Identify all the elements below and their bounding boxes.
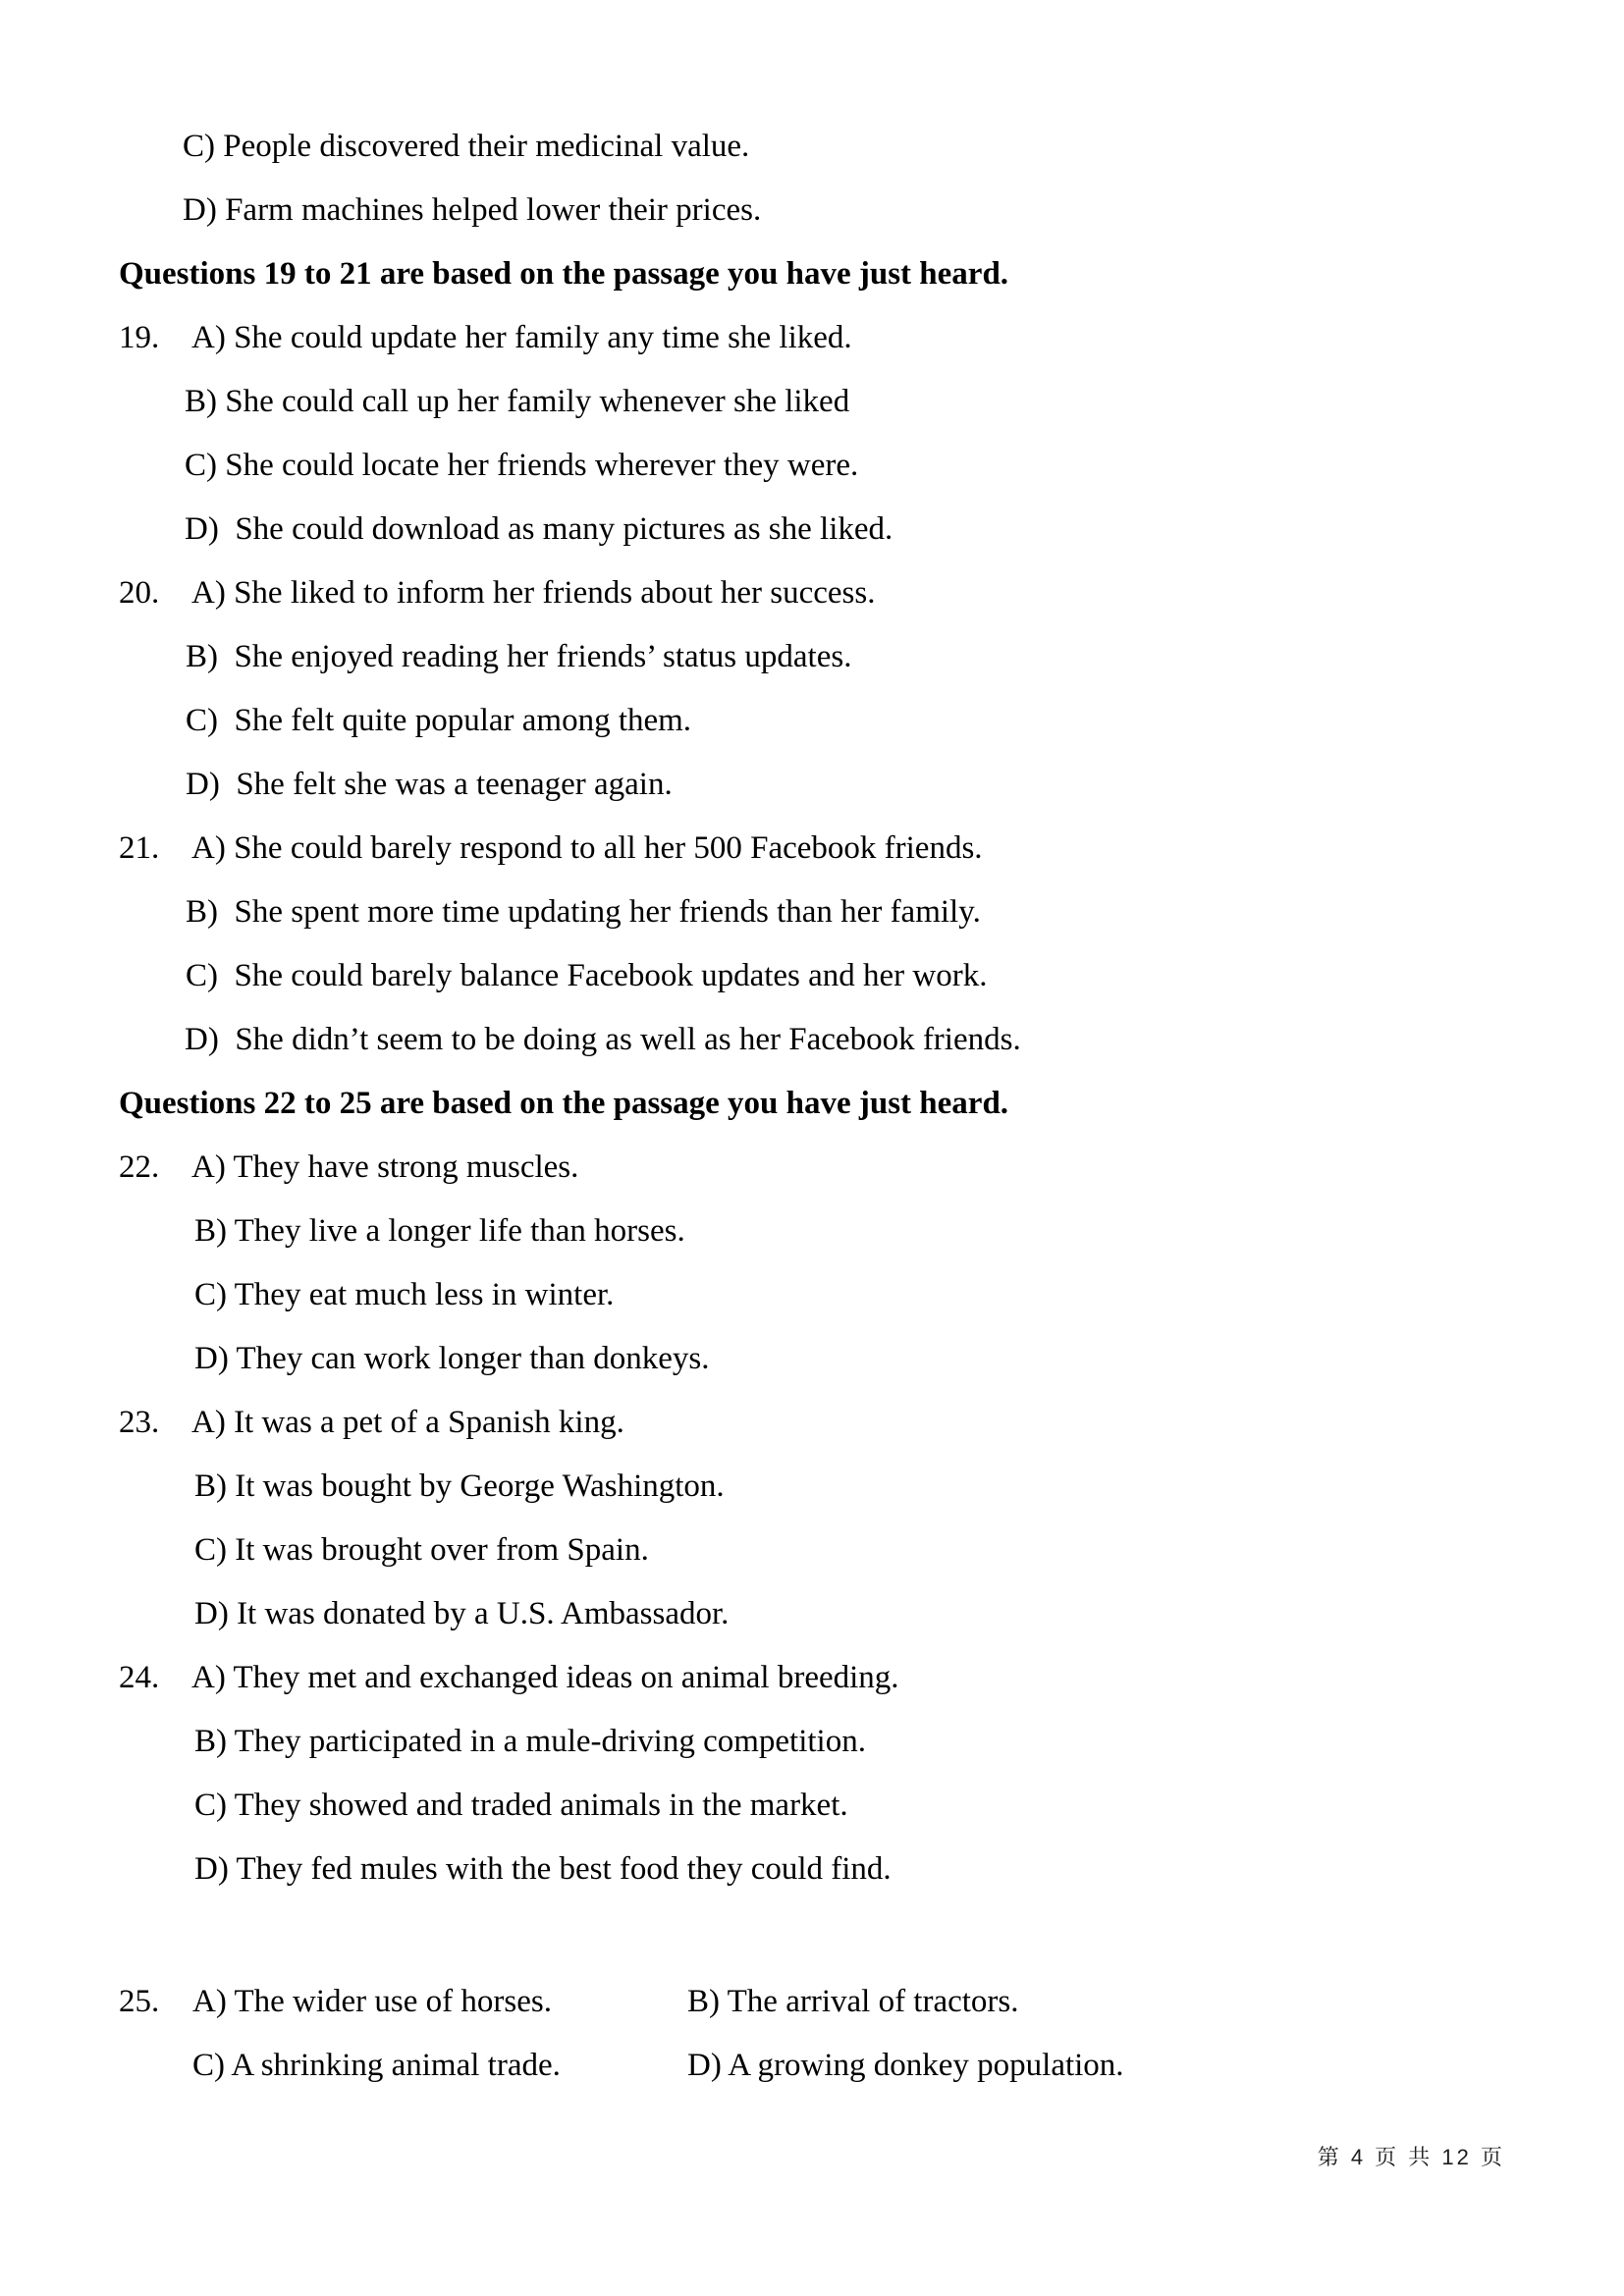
question-22-option-b xyxy=(0,1214,1624,1278)
option-b-text: B) They live a longer life than horses. xyxy=(194,1213,685,1249)
option-b-text: B) It was bought by George Washington. xyxy=(194,1468,725,1504)
heading-questions-22-25 xyxy=(0,1087,1624,1150)
option-d-text: D) Farm machines helped lower their prices. xyxy=(183,192,762,228)
question-21-option-a: A) She could barely respond to all her 500 Facebook friends. xyxy=(191,830,983,866)
question-25-option-d: D) A growing donkey population. xyxy=(687,2048,1124,2083)
question-21-line-a xyxy=(0,831,1624,895)
question-25-option-a: A) The wider use of horses. xyxy=(192,1984,552,2019)
question-20-option-c xyxy=(0,704,1624,768)
option-b-text: B) She could call up her family whenever she liked xyxy=(185,384,850,419)
question-24-option-a: A) They met and exchanged ideas on animal breeding. xyxy=(191,1660,899,1695)
heading-questions-19-21 xyxy=(0,257,1624,321)
question-23-line-a xyxy=(0,1406,1624,1469)
question-25-option-c: C) A shrinking animal trade. xyxy=(192,2048,561,2083)
question-21-option-b xyxy=(0,895,1624,959)
question-22-option-c xyxy=(0,1278,1624,1342)
question-20-number: 20. xyxy=(119,575,160,611)
question-20-option-b xyxy=(0,640,1624,704)
question-19-option-b xyxy=(0,385,1624,449)
option-b-text: B) They participated in a mule-driving competition. xyxy=(194,1724,866,1759)
option-c-text: C) She could locate her friends wherever they were. xyxy=(185,448,859,483)
heading-text: Questions 19 to 21 are based on the passage you have just heard. xyxy=(119,256,1009,292)
question-25-number: 25. xyxy=(119,1984,160,2019)
option-d-farm-line xyxy=(0,193,1624,257)
option-d-text: D) She felt she was a teenager again. xyxy=(186,767,673,802)
option-c-text: C) People discovered their medicinal value. xyxy=(183,129,750,164)
option-b-text: B) She spent more time updating her friends than her family. xyxy=(186,894,981,930)
option-d-text: D) They fed mules with the best food they could find. xyxy=(194,1851,892,1887)
question-22-line-a xyxy=(0,1150,1624,1214)
question-22-option-a: A) They have strong muscles. xyxy=(191,1149,579,1185)
heading-text: Questions 22 to 25 are based on the passage you have just heard. xyxy=(119,1086,1009,1121)
option-c-text: C) She could barely balance Facebook updates and her work. xyxy=(186,958,988,993)
question-23-option-a: A) It was a pet of a Spanish king. xyxy=(191,1405,624,1440)
page-footer: 第 4 页 共 12 页 xyxy=(1317,2145,1505,2169)
question-23-number: 23. xyxy=(119,1405,160,1440)
question-24-line-a xyxy=(0,1661,1624,1725)
question-19-line-a xyxy=(0,321,1624,385)
option-c-people-line xyxy=(0,130,1624,193)
question-24-option-b xyxy=(0,1725,1624,1789)
option-b-text: B) She enjoyed reading her friends’ status updates. xyxy=(186,639,852,674)
option-c-text: C) They showed and traded animals in the market. xyxy=(194,1788,848,1823)
question-21-option-c xyxy=(0,959,1624,1023)
question-20-option-d xyxy=(0,768,1624,831)
question-20-line-a xyxy=(0,576,1624,640)
option-c-text: C) It was brought over from Spain. xyxy=(194,1532,649,1568)
question-24-number: 24. xyxy=(119,1660,160,1695)
question-25-line-cd xyxy=(0,2049,1624,2112)
question-22-option-d xyxy=(0,1342,1624,1406)
question-23-option-c xyxy=(0,1533,1624,1597)
question-19-option-c xyxy=(0,449,1624,512)
question-25-option-b: B) The arrival of tractors. xyxy=(687,1984,1019,2019)
question-23-option-d xyxy=(0,1597,1624,1661)
option-d-text: D) She could download as many pictures as she liked. xyxy=(185,511,893,547)
question-19-number: 19. xyxy=(119,320,160,355)
question-20-option-a: A) She liked to inform her friends about her success. xyxy=(191,575,876,611)
question-24-option-d xyxy=(0,1852,1624,1916)
question-19-option-d xyxy=(0,512,1624,576)
option-d-text: D) She didn’t seem to be doing as well as her Facebook friends. xyxy=(185,1022,1021,1057)
option-d-text: D) They can work longer than donkeys. xyxy=(194,1341,710,1376)
question-22-number: 22. xyxy=(119,1149,160,1185)
question-21-number: 21. xyxy=(119,830,160,866)
option-c-text: C) She felt quite popular among them. xyxy=(186,703,692,738)
question-19-option-a: A) She could update her family any time she liked. xyxy=(191,320,852,355)
question-23-option-b xyxy=(0,1469,1624,1533)
question-21-option-d xyxy=(0,1023,1624,1087)
question-24-option-c xyxy=(0,1789,1624,1852)
option-c-text: C) They eat much less in winter. xyxy=(194,1277,615,1312)
question-25-line-ab xyxy=(0,1985,1624,2049)
option-d-text: D) It was donated by a U.S. Ambassador. xyxy=(194,1596,730,1631)
